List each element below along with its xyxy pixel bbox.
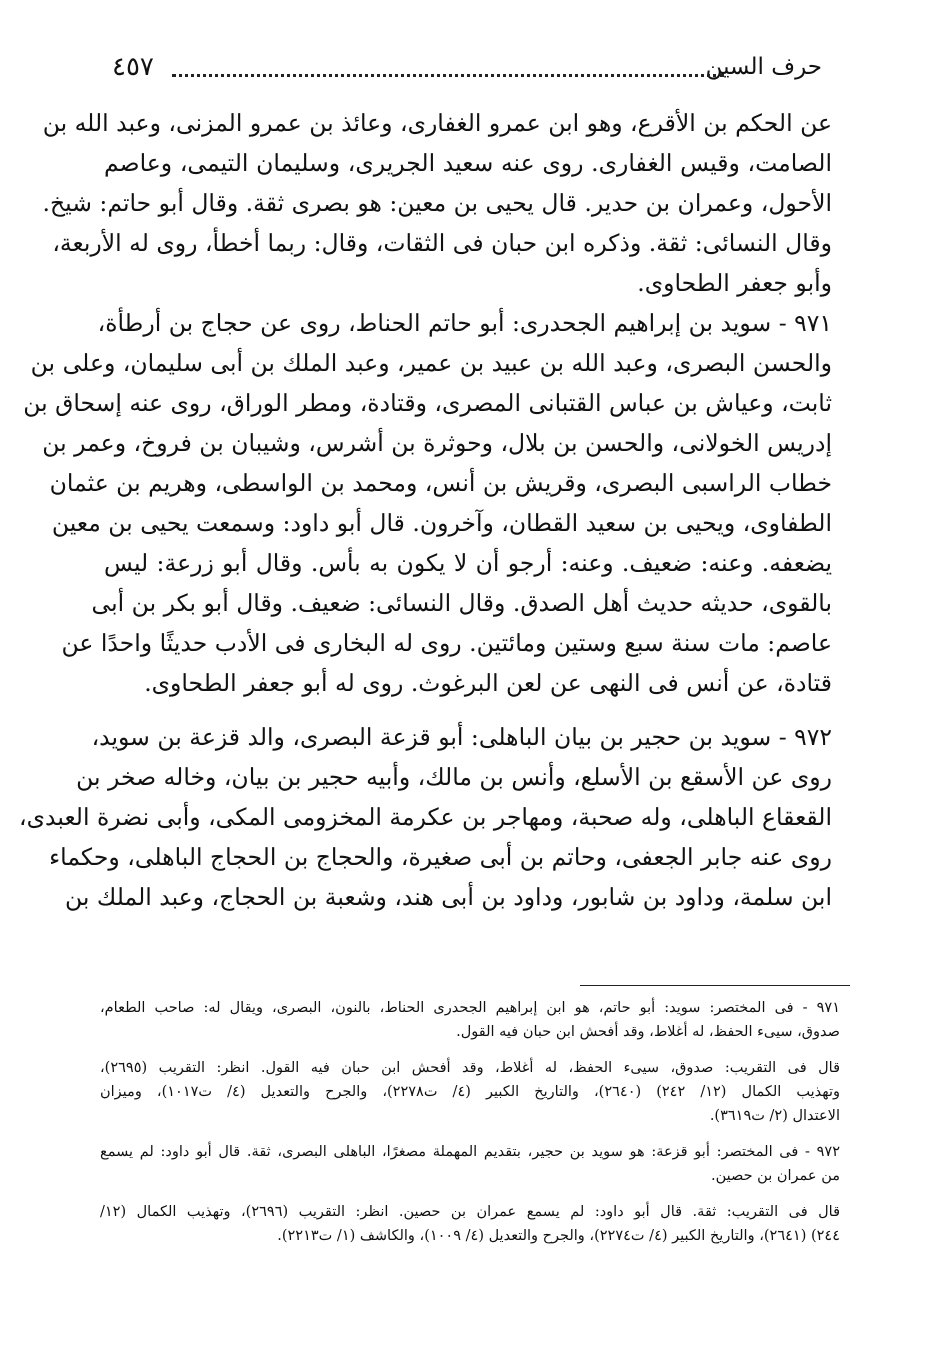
text-line: وقال النسائى: ثقة. وذكره ابن حبان فى الثقات، وقال: ربما أخطأ، روى له الأربعة، — [52, 229, 832, 257]
footnote-gap — [100, 1188, 840, 1200]
footnote-gap — [100, 1044, 840, 1056]
entry-972-line: ٩٧٢ - سويد بن حجير بن بيان الباهلى: أبو قزعة البصرى، والد قزعة بن سويد، — [91, 723, 832, 751]
footnote-line: قال فى التقريب: ثقة. قال أبو داود: لم يسمع عمران بن حصين. انظر: التقريب (٢٦٩٦)، وتهذيب الكمال (١٢/ — [100, 1204, 840, 1220]
text-line: عن الحكم بن الأقرع، وهو ابن عمرو الغفارى، وعائذ بن عمرو المزنى، وعبد الله بن — [42, 109, 832, 137]
chapter-title: حرف السين — [705, 54, 822, 80]
text-line: ثابت، وعياش بن عباس القتبانى المصرى، وقتادة، ومطر الوراق، روى عنه إسحاق بن — [23, 389, 832, 417]
text-line: ابن سلمة، وداود بن شابور، وداود بن أبى هند، وشعبة بن الحجاج، وعبد الملك بن — [65, 883, 832, 911]
text-line: روى عن الأسقع بن الأسلع، وأنس بن مالك، وأبيه حجير بن بيان، وخاله صخر بن — [76, 763, 832, 791]
footnotes — [100, 996, 840, 1248]
entry-971-line: ٩٧١ - سويد بن إبراهيم الجحدرى: أبو حاتم الحناط، روى عن حجاج بن أرطأة، — [97, 309, 832, 337]
footnote-line: الاعتدال (٢/ ت٣٦١٩). — [709, 1108, 840, 1124]
footnote-line: قال فى التقريب: صدوق، سيىء الحفظ، له أغلاط، وقد أفحش ابن حبان فيه القول. انظر: التقريب (٢٦٩٥)، — [100, 1060, 840, 1076]
text-line: خطاب الراسبى البصرى، وقريش بن أنس، ومحمد بن الواسطى، وهريم بن عثمان — [49, 469, 832, 497]
text-line: إدريس الخولانى، والحسن بن بلال، وحوثرة بن أشرس، وشيبان بن فروخ، وعمر بن — [42, 429, 832, 457]
main-text — [19, 103, 832, 917]
footnote-line: ٢٤٤) (٢٦٤١)، والتاريخ الكبير (٤/ ت٢٢٧٤)، والجرح والتعديل (٤/ ١٠٠٩)، والكاشف (١/ ت٢٢١٣). — [277, 1228, 840, 1244]
paragraph-gap — [104, 703, 832, 717]
text-line: روى عنه جابر الجعفى، وحاتم بن أبى صغيرة، والحجاج بن الحجاج الباهلى، وحكماء — [49, 843, 832, 871]
text-line: الصامت، وقيس الغفارى. روى عنه سعيد الجريرى، وسليمان التيمى، وعاصم — [104, 149, 832, 177]
footnote-gap — [100, 1128, 840, 1140]
footnote-line: ٩٧٢ - فى المختصر: أبو قزعة: هو سويد بن حجير، بتقديم المهملة مصغرًا، الباهلى البصرى، ثقة. قال أبو داود: لم يسمع — [100, 1144, 840, 1160]
header-dot-leader — [172, 74, 724, 77]
text-line: القعقاع الباهلى، وله صحبة، ومهاجر بن عكرمة المخزومى المكى، وأبى نضرة العبدى، — [19, 803, 832, 831]
text-line: والحسن البصرى، وعبد الله بن عبيد بن عمير، وعبد الملك بن أبى سليمان، وعلى بن — [30, 349, 832, 377]
text-line: الأحول، وعمران بن حدير. قال يحيى بن معين: هو بصرى ثقة. وقال أبو حاتم: شيخ. — [42, 189, 832, 217]
footnote-line: وتهذيب الكمال (١٢/ ٢٤٢) (٢٦٤٠)، والتاريخ الكبير (٤/ ت٢٢٧٨)، والجرح والتعديل (٤/ ت١٠١٧)، وميزان — [100, 1084, 841, 1100]
text-line: يضعفه. وعنه: ضعيف. وعنه: أرجو أن لا يكون به بأس. وقال أبو زرعة: ليس — [104, 549, 832, 577]
text-line: بالقوى، حديثه حديث أهل الصدق. وقال النسائى: ضعيف. وقال أبو بكر بن أبى — [91, 589, 832, 617]
text-line: عاصم: مات سنة سبع وستين ومائتين. روى له البخارى فى الأدب حديثًا واحدًا عن — [61, 629, 832, 657]
footnote-line: صدوق، سيىء الحفظ، له أغلاط، وقد أفحش ابن حبان فيه القول. — [456, 1024, 840, 1040]
footnote-line: من عمران بن حصين. — [711, 1168, 840, 1184]
footnote-line: ٩٧١ - فى المختصر: سويد: أبو حاتم، هو ابن إبراهيم الجحدرى الحناط، بالنون، البصرى، ويقال له: صاحب الطعام، — [100, 1000, 840, 1016]
page-number: ٤٥٧ — [112, 52, 154, 82]
text-line: وأبو جعفر الطحاوى. — [637, 269, 832, 297]
footnote-divider — [580, 985, 850, 986]
page-header — [112, 52, 822, 92]
text-line: الطفاوى، ويحيى بن سعيد القطان، وآخرون. قال أبو داود: وسمعت يحيى بن معين — [51, 509, 832, 537]
text-line: قتادة، عن أنس فى النهى عن لعن البرغوث. روى له أبو جعفر الطحاوى. — [144, 669, 832, 697]
